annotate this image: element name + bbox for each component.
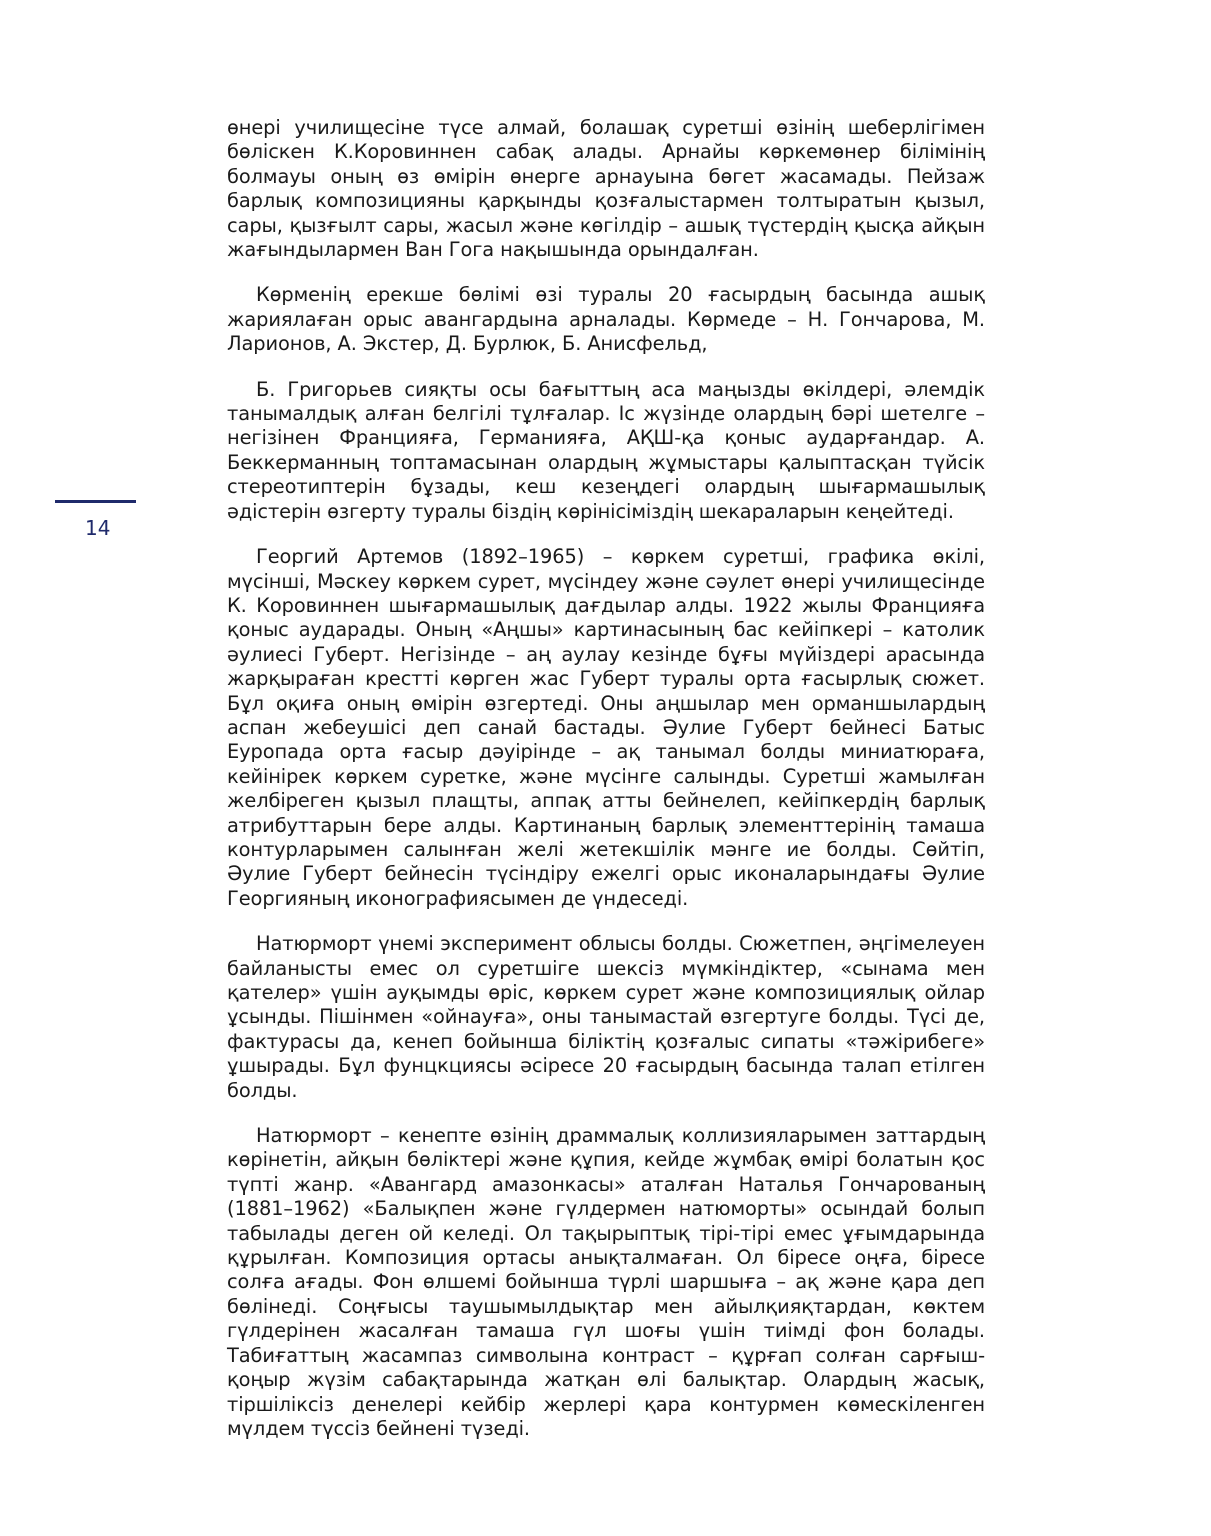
page-marker — [55, 500, 136, 540]
page-number: 14 — [85, 516, 111, 540]
paragraph-1: өнері училищесіне түсе алмай, болашақ суретші өзінің шеберлігімен бөліскен К.Коровиннен сабақ алады. Арнайы көркемөнер білімінің болмауы оның өз өмірін өнерге арнауына бөгет жасамады. Пейзаж барлық композицияны қарқынды қозғалыстармен толтыратын қызыл, сары, қызғылт сары, жасыл және көгілдір – ашық түстердің қысқа айқын жағындылармен Ван Гога нақышында орындалған. — [227, 116, 985, 262]
body-text-column — [227, 116, 985, 1441]
paragraph-5: Натюрморт үнемі эксперимент облысы болды. Сюжетпен, әңгімелеуен байланысты емес ол суретшіге шексіз мүмкіндіктер, «сынама мен қателер» үшін ауқымды өріс, көркем сурет және композициялық ойлар ұсынды. Пішінмен «ойнауға», оны танымастай өзгертуге болды. Түсі де, фактурасы да, кенеп бойынша біліктің қозғалыс сипаты «тәжірибеге» ұшырады. Бұл фунцкциясы әсіресе 20 ғасырдың басында талап етілген болды. — [227, 932, 985, 1102]
paragraph-6: Натюрморт – кенепте өзінің драммалық коллизияларымен заттардың көрінетін, айқын бөліктері және құпия, кейде жұмбақ өмірі болатын қос түпті жанр. «Авангард амазонкасы» аталған Наталья Гончарованың (1881–1962) «Балықпен және гүлдермен натюморты» осындай болып табылады деген ой келеді. Ол тақырыптық тірі-тірі емес ұғымдарында құрылған. Композиция ортасы анықталмаған. Ол біресе оңға, біресе солға ағады. Фон өлшемі бойынша түрлі шаршыға – ақ және қара деп бөлінеді. Соңғысы таушымылдықтар мен айылқияқтардан, көктем гүлдерінен жасалған тамаша гүл шоғы үшін тиімді фон болады. Табиғаттың жасампаз символына контраст – құрғап солған сарғыш-қоңыр жүзім сабақтарында жатқан өлі балықтар. Олардың жасық, тіршіліксіз денелері кейбір жерлері қара контурмен көмескіленген мүлдем түссіз бейнені түзеді. — [227, 1124, 985, 1440]
paragraph-2: Көрменің ерекше бөлімі өзі туралы 20 ғасырдың басында ашық жариялаған орыс авангардына арналады. Көрмеде – Н. Гончарова, М. Ларионов, А. Экстер, Д. Бурлюк, Б. Анисфельд, — [227, 283, 985, 356]
paragraph-4: Георгий Артемов (1892–1965) – көркем суретші, графика өкілі, мүсінші, Мәскеу көркем сурет, мүсіндеу және сәулет өнері училищесінде К. Коровиннен шығармашылық дағдылар алды. 1922 жылы Францияға қоныс аударады. Оның «Аңшы» картинасының бас кейіпкері – католик әулиесі Губерт. Негізінде – аң аулау кезінде бұғы мүйіздері арасында жарқыраған крестті көрген жас Губерт туралы орта ғасырлық сюжет. Бұл оқиға оның өмірін өзгертеді. Оны аңшылар мен орманшылардың аспан жебеушісі деп санай бастады. Әулие Губерт бейнесі Батыс Еуропада орта ғасыр дәуірінде – ақ танымал болды миниатюраға, кейінірек көркем суретке, және мүсінге салынды. Суретші жамылған желбіреген қызыл плащты, аппақ атты бейнелеп, кейіпкердің барлық атрибуттарын бере алды. Картинаның барлық элементтерінің тамаша контурларымен салынған желі жетекшілік мәнге ие болды. Сөйтіп, Әулие Губерт бейнесін түсіндіру ежелгі орыс иконаларындағы Әулие Георгияның иконографиясымен де үндеседі. — [227, 545, 985, 910]
paragraph-3: Б. Григорьев сияқты осы бағыттың аса маңызды өкілдері, әлемдік танымалдық алған белгілі тұлғалар. Іс жүзінде олардың бәрі шетелге – негізінен Францияға, Германияға, АҚШ-қа қоныс аударғандар. А. Беккерманның топтамасынан олардың жұмыстары қалыптасқан түйсік стереотиптерін бұзады, кеш кезеңдегі олардың шығармашылық әдістерін өзгерту туралы біздің көрінісіміздің шекараларын кеңейтеді. — [227, 377, 985, 523]
page-divider-rule — [55, 500, 136, 503]
